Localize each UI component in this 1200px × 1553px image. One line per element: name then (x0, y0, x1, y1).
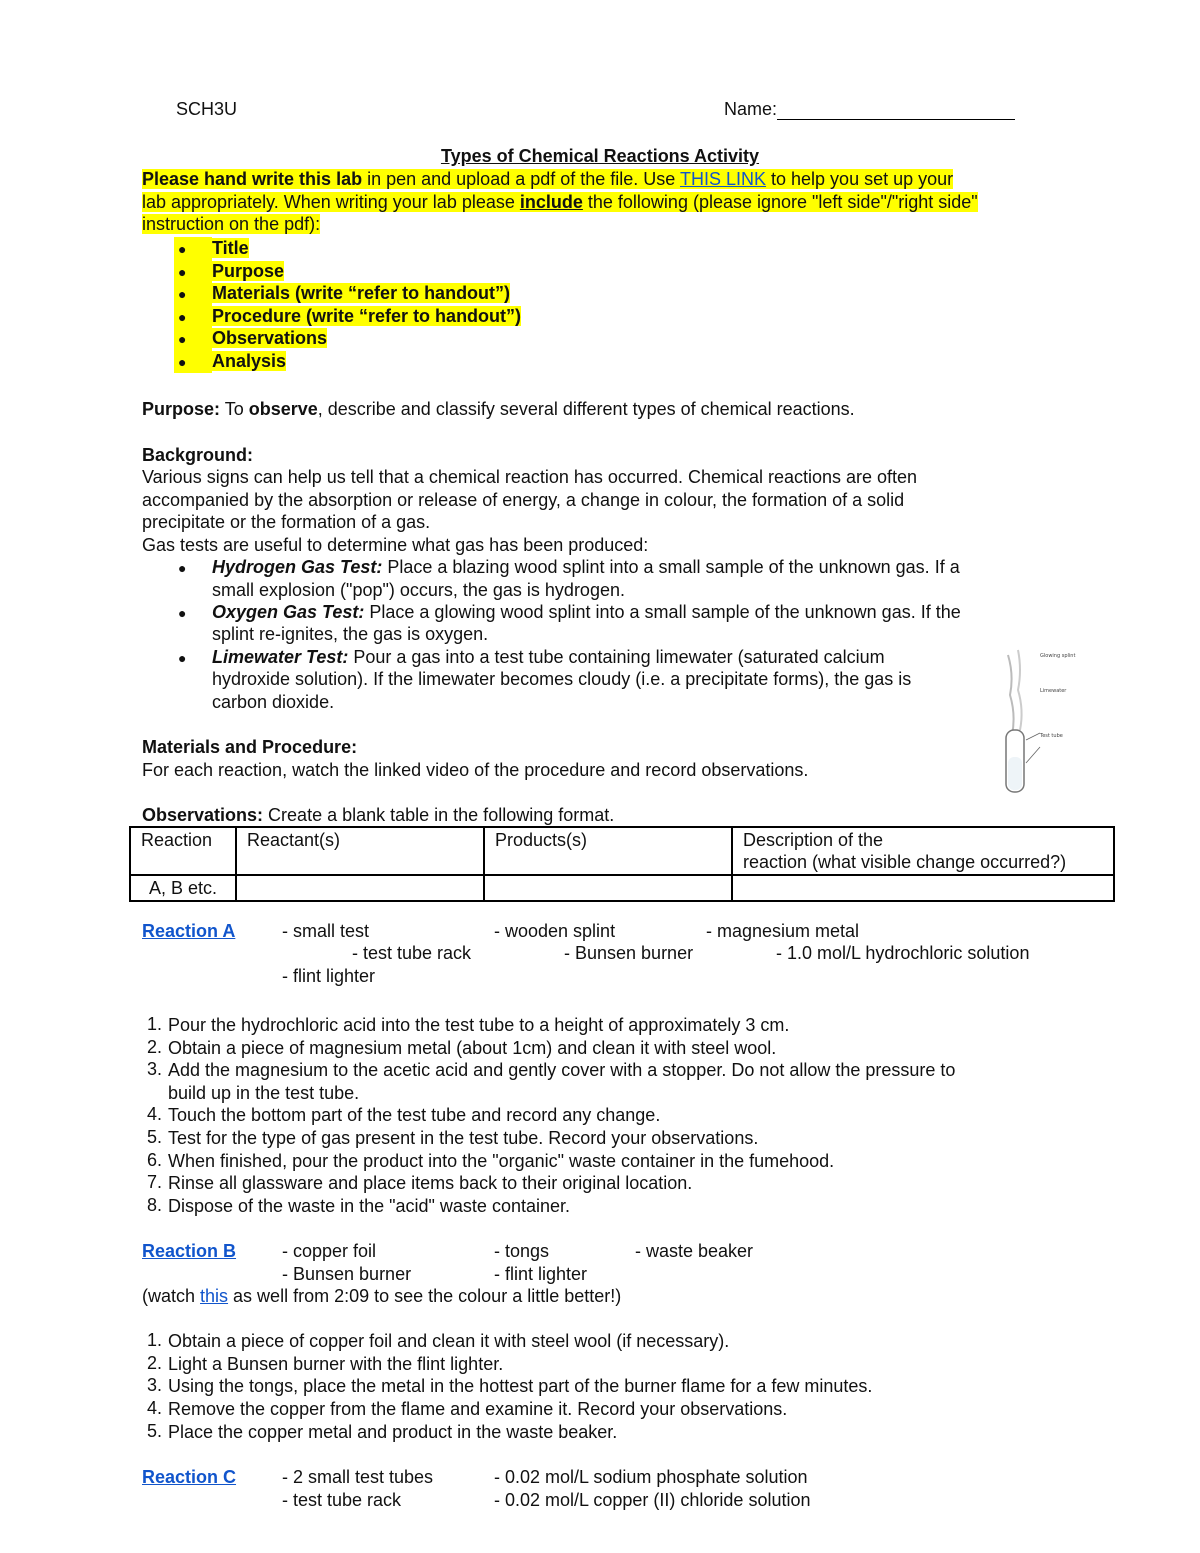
material-item: - 0.02 mol/L sodium phosphate solution (494, 1467, 808, 1487)
instruction-line-2: lab appropriately. When writing your lab please include the following (please ignore "left side"/"right side" (142, 192, 978, 212)
materials-heading: Materials and Procedure: (142, 737, 358, 757)
requirement-item: Purpose (212, 260, 285, 281)
procedure-step: Touch the bottom part of the test tube and record any change. (168, 1105, 661, 1125)
watch-this-link[interactable]: this (200, 1286, 229, 1306)
material-item: - 1.0 mol/L hydrochloric solution (776, 943, 1030, 963)
procedure-step-cont: build up in the test tube. (168, 1083, 360, 1103)
hydrogen-test-cont: small explosion ("pop") occurs, the gas is hydrogen. (212, 580, 625, 600)
requirement-item: Title (212, 238, 249, 258)
observations-text: Observations: Create a blank table in the following format. (142, 805, 615, 825)
table-header: Description of the reaction (what visible change occurred?) (732, 827, 1114, 875)
limewater-test-tube-figure (1000, 645, 1082, 795)
name-label: Name: (724, 98, 1015, 120)
page-title: Types of Chemical Reactions Activity (440, 146, 760, 166)
bullet-icon: ● (178, 650, 187, 666)
material-item: - copper foil (282, 1241, 377, 1261)
observations-table (129, 826, 1115, 902)
procedure-step: Remove the copper from the flame and examine it. Record your observations. (168, 1399, 788, 1419)
material-item: - small test (282, 921, 370, 941)
procedure-step: Using the tongs, place the metal in the hottest part of the burner flame for a few minutes. (168, 1376, 873, 1396)
course-code: SCH3U (176, 99, 238, 119)
step-number: 6. (146, 1150, 162, 1170)
name-blank-line (777, 101, 1015, 120)
limewater-test-cont: hydroxide solution). If the limewater becomes cloudy (i.e. a precipitate forms), the gas is (212, 669, 912, 689)
bullet-icon: ● (178, 354, 187, 370)
material-item: - tongs (494, 1241, 550, 1261)
material-item: - test tube rack (282, 1490, 402, 1510)
bullet-icon: ● (178, 263, 187, 280)
material-item: - magnesium metal (706, 921, 860, 941)
procedure-step: Pour the hydrochloric acid into the test tube to a height of approximately 3 cm. (168, 1015, 790, 1035)
table-cell (236, 875, 484, 901)
bullet-icon: ● (178, 331, 187, 348)
table-header-row (130, 827, 1114, 875)
instruction-line-3: instruction on the pdf): (142, 214, 321, 234)
requirement-item: Procedure (write “refer to handout”) (212, 305, 522, 326)
requirement-item: Analysis (212, 351, 287, 371)
material-item: - 2 small test tubes (282, 1467, 434, 1487)
table-cell (732, 875, 1114, 901)
step-number: 5. (146, 1127, 162, 1147)
background-line: Various signs can help us tell that a chemical reaction has occurred. Chemical reactions are often (142, 467, 918, 487)
material-item: - Bunsen burner (564, 943, 694, 963)
figure-label: Glowing splint (1040, 653, 1076, 659)
purpose: Purpose: To observe, describe and classify several different types of chemical reactions. (142, 399, 855, 419)
material-item: - wooden splint (494, 921, 616, 941)
procedure-step: When finished, pour the product into the "organic" waste container in the fumehood. (168, 1151, 835, 1171)
step-number: 2. (146, 1037, 162, 1057)
instruction-line-1: Please hand write this lab in pen and upload a pdf of the file. Use THIS LINK to help you set up your (142, 169, 954, 189)
requirement-item: Observations (212, 328, 328, 349)
oxygen-test-cont: splint re-ignites, the gas is oxygen. (212, 624, 489, 644)
procedure-step: Place the copper metal and product in the waste beaker. (168, 1422, 618, 1442)
bullet-icon: ● (178, 308, 187, 325)
step-number: 5. (146, 1421, 162, 1441)
figure-label: Test tube (1040, 733, 1063, 739)
background-line: precipitate or the formation of a gas. (142, 512, 431, 532)
this-link[interactable]: THIS LINK (679, 169, 767, 189)
bullet-icon: ● (178, 286, 187, 303)
material-item: - waste beaker (635, 1241, 754, 1261)
limewater-test-cont: carbon dioxide. (212, 692, 335, 712)
procedure-step: Add the magnesium to the acetic acid and gently cover with a stopper. Do not allow the pressure to (168, 1060, 956, 1080)
limewater-test: Limewater Test: Pour a gas into a test tube containing limewater (saturated calcium (212, 647, 885, 667)
figure-label: Limewater (1040, 688, 1067, 694)
requirement-item: Materials (write “refer to handout”) (212, 283, 511, 304)
table-header: Reactant(s) (236, 827, 484, 875)
step-number: 4. (146, 1104, 162, 1124)
table-header: Products(s) (484, 827, 732, 875)
step-number: 8. (146, 1195, 162, 1215)
background-line: accompanied by the absorption or release of energy, a change in colour, the formation of a solid (142, 490, 905, 510)
bullet-icon: ● (178, 241, 187, 257)
materials-text: For each reaction, watch the linked video of the procedure and record observations. (142, 760, 809, 780)
procedure-step: Test for the type of gas present in the test tube. Record your observations. (168, 1128, 759, 1148)
reaction-c-link[interactable]: Reaction C (142, 1467, 237, 1487)
hydrogen-test: Hydrogen Gas Test: Place a blazing wood splint into a small sample of the unknown gas. If a (212, 557, 960, 577)
background-heading: Background: (142, 445, 254, 465)
material-item: - test tube rack (352, 943, 472, 963)
table-cell (484, 875, 732, 901)
step-number: 3. (146, 1375, 162, 1395)
step-number: 7. (146, 1172, 162, 1192)
step-number: 4. (146, 1398, 162, 1418)
step-number: 1. (146, 1014, 162, 1034)
procedure-step: Obtain a piece of magnesium metal (about 1cm) and clean it with steel wool. (168, 1038, 777, 1058)
procedure-step: Dispose of the waste in the "acid" waste container. (168, 1196, 571, 1216)
bullet-icon: ● (178, 560, 187, 576)
step-number: 3. (146, 1059, 162, 1079)
step-number: 1. (146, 1330, 162, 1350)
table-row (130, 875, 1114, 901)
material-item: - flint lighter (282, 966, 376, 986)
material-item: - Bunsen burner (282, 1264, 412, 1284)
procedure-step: Obtain a piece of copper foil and clean it with steel wool (if necessary). (168, 1331, 730, 1351)
procedure-step: Light a Bunsen burner with the flint lighter. (168, 1354, 504, 1374)
step-number: 2. (146, 1353, 162, 1373)
table-header: Reaction (130, 827, 236, 875)
reaction-a-link[interactable]: Reaction A (142, 921, 236, 941)
watch-note: (watch this as well from 2:09 to see the colour a little better!) (142, 1286, 622, 1306)
table-cell: A, B etc. (130, 875, 236, 901)
material-item: - 0.02 mol/L copper (II) chloride solution (494, 1490, 811, 1510)
material-item: - flint lighter (494, 1264, 588, 1284)
procedure-step: Rinse all glassware and place items back to their original location. (168, 1173, 693, 1193)
oxygen-test: Oxygen Gas Test: Place a glowing wood splint into a small sample of the unknown gas. If the (212, 602, 961, 622)
background-line: Gas tests are useful to determine what gas has been produced: (142, 535, 649, 555)
bullet-icon: ● (178, 605, 187, 621)
reaction-b-link[interactable]: Reaction B (142, 1241, 237, 1261)
